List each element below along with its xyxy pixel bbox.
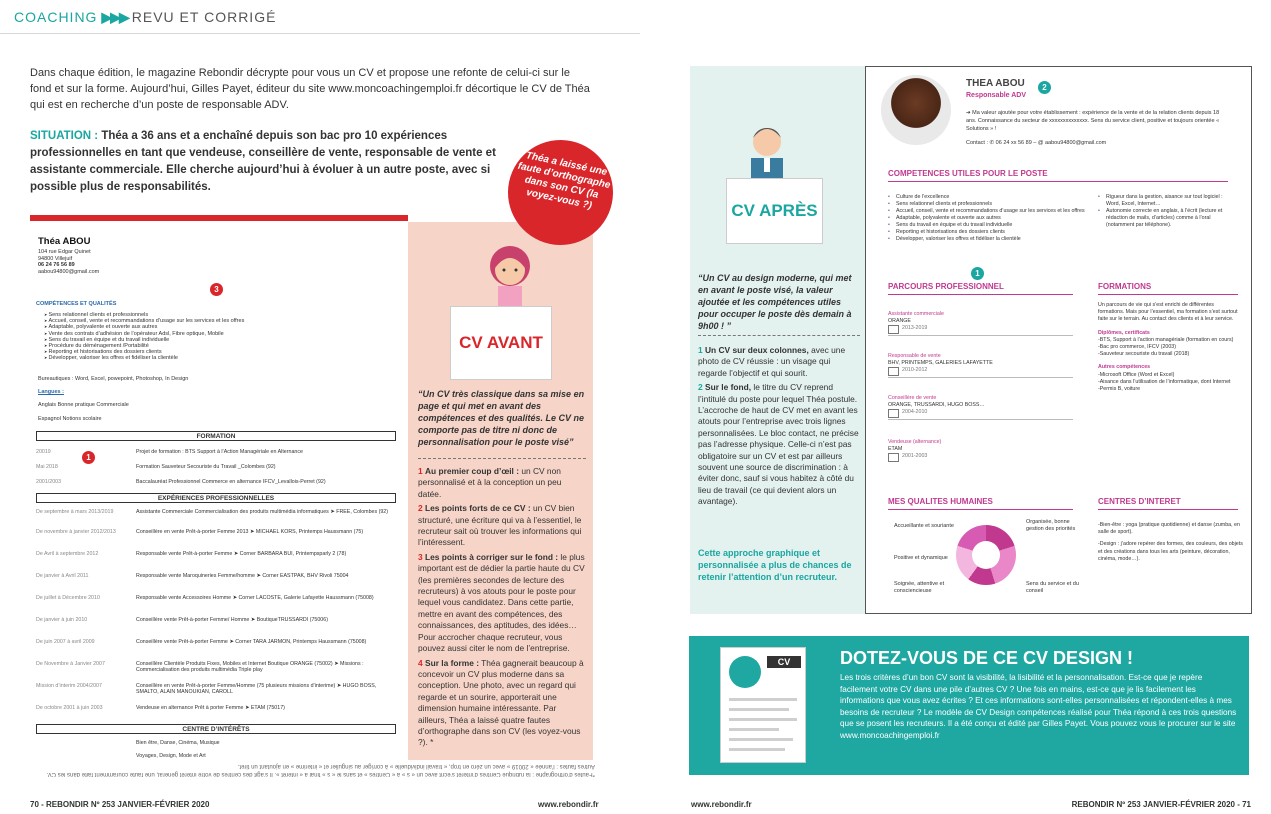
exp-years: 2001-2003 <box>888 453 1073 460</box>
row-date: Mai 2018 <box>36 464 58 470</box>
divider <box>698 335 860 336</box>
cv-old-formation-title: FORMATION <box>36 431 396 441</box>
text-line <box>729 708 789 711</box>
cv-old-competences-title: COMPÉTENCES ET QUALITÉS <box>36 301 117 307</box>
list-item: -Sauveteur secouriste du travail (2018) <box>1098 351 1190 358</box>
divider <box>888 377 1073 378</box>
avatar-icon <box>729 656 761 688</box>
point-text: le plus important est de dédier la partie haute du CV (les premières secondes de lecture des recruteurs) à vos atouts pour le poste pour lequel vous candidatez. Dans cette partie, mettre en avant des compétences, des connaissances, des aptitudes, des idées… Pour accrocher chaque recruteur, vous pouvez aussi citer le nom de l’entreprise. <box>418 551 585 654</box>
quality-item: Accueillante et souriante <box>894 523 954 529</box>
list-item: • Sens relationnel clients et professionnels <box>888 201 1088 208</box>
row-text: Responsable vente Prêt-à-porter Femme ➤ Corner BARBARA BUI, Printempsparly 2 (78) <box>136 551 347 557</box>
divider <box>1098 509 1238 510</box>
point-number: 1 <box>418 466 423 476</box>
point-heading: Sur le fond, <box>705 382 752 393</box>
list-item: ➤ Sens relationnel clients et professionnels <box>44 312 244 318</box>
row-text: Conseillère Clientèle Produits Fixes, Mobiles et Internet Boutique ORANGE (75002) ➤ Missions : Commercialisation des produits multimédia Triple play <box>136 661 364 673</box>
cv-old-competences-list <box>44 312 244 362</box>
situation-label: SITUATION : <box>30 130 99 142</box>
arrows-icon: ▶▶▶ <box>101 9 128 25</box>
quality-item: Sens du service et du conseil <box>1026 581 1079 594</box>
list-item: • Rigueur dans la gestion, aisance sur tout logiciel : Word, Excel, Internet… <box>1098 194 1238 208</box>
row-date: De octobre 2001 à juin 2003 <box>36 705 103 711</box>
row-date: De janvier à Avril 2011 <box>36 573 89 579</box>
avant-points <box>418 466 586 752</box>
autres-title: Autres compétences <box>1098 364 1151 371</box>
point-heading: Les points forts de ce CV : <box>425 503 531 514</box>
exp-years: 2013-2019 <box>888 325 1073 332</box>
phone: 06 24 76 56 89 <box>38 262 75 268</box>
point-number: 3 <box>418 551 423 562</box>
cv-old-address <box>38 249 188 275</box>
point-text: avec une photo de CV réussie : un visage qui regarde l’objectif et qui sourit. <box>698 345 846 378</box>
cv-new-comp-left <box>888 194 1088 243</box>
qualities-donut <box>956 525 1016 585</box>
list-item: • Développer, valoriser les offres et fidéliser la clientèle <box>888 236 1088 243</box>
point-text: le titre du CV reprend l’intitulé du poste pour lequel Théa postule. L’accroche de haut de CV met en avant les atouts pour l’entreprise avec trois lignes personnalisées. Le bloc contact, ne précise pas l’adresse physique. Celle-ci n’est pas obligatoire sur un CV et est par ailleurs souvent une source de discrimination : à éviter donc, sauf si vous habitez à côté du lieu de travail (ce qui devient alors un avantage). <box>698 382 859 507</box>
text-line <box>729 728 779 731</box>
avant-point <box>418 658 586 749</box>
cv-before-document <box>30 215 408 760</box>
point-number: 1 <box>698 345 703 355</box>
situation-paragraph <box>30 128 510 196</box>
divider <box>888 509 1073 510</box>
cv-old-interets-title: CENTRE D’INTÉRÊTS <box>36 724 396 734</box>
apres-point <box>698 382 860 507</box>
formations-intro: Un parcours de vie qui s’est enrichi de différentes formations. Mais pour l’essentiel, ma formation s’est surtout faite sur le terrain. Au contact des clients et à leur service. <box>1098 302 1238 323</box>
text-line <box>729 698 797 701</box>
row-date: De septembre à mars 2013/2019 <box>36 509 114 515</box>
cv-old-langues-title: Langues : <box>38 389 64 395</box>
list-item: • Sens du travail en équipe et du travail individuelle <box>888 222 1088 229</box>
list-item: ➤ Reporting et historisations des dossiers clients <box>44 349 244 355</box>
text-line <box>729 718 797 721</box>
point-heading: Sur la forme : <box>425 657 479 668</box>
exp-title: Conseillère de vente <box>888 395 937 401</box>
header-coaching: COACHING <box>14 9 98 25</box>
row-date: De juin 2007 à avril 2009 <box>36 639 95 645</box>
row-text: Baccalauréat Professionnel Commerce en alternance IFCV_Levallois-Perret (92) <box>136 479 326 485</box>
row-text: Projet de formation : BTS Support à l’Action Managériale en Alternance <box>136 449 303 455</box>
page-number: REBONDIR Nº 253 JANVIER-FÉVRIER 2020 - 71 <box>1071 800 1251 809</box>
apres-point <box>698 345 860 379</box>
row-date: De novembre à janvier 2012/2013 <box>36 529 116 535</box>
text-line <box>729 738 793 741</box>
point-heading: Un CV sur deux colonnes, <box>705 345 809 355</box>
cv-new-comp-right <box>1098 194 1238 229</box>
row-text: Conseillère vente Prêt-à-porter Femme ➤ Corner TARA JARMON, Printemps Haussmann (75008) <box>136 639 367 645</box>
list-item: -Design : j’adore repérer des formes, des couleurs, des objets et des créations dans tous les arts (peinture, décoration, cinéma, mode…). <box>1098 541 1243 562</box>
row-date: De juillet à Décembre 2010 <box>36 595 100 601</box>
banner-title: DOTEZ-VOUS DE CE CV DESIGN ! <box>840 648 1134 668</box>
apres-conclusion: Cette approche graphique et personnalisée a plus de chances de retenir l’attention d’un recruteur. <box>698 548 852 582</box>
footer-left <box>30 800 599 809</box>
list-item: ➤ Adaptable, polyvalente et ouverte aux autres <box>44 324 244 330</box>
cv-label: CV <box>767 656 801 668</box>
list-item: -BTS, Support à l’action managériale (formation en cours) <box>1098 336 1234 343</box>
cv-new-formations-title: FORMATIONS <box>1098 282 1152 291</box>
address-line: 94800 Villejuif <box>38 255 73 262</box>
point-text: un CV bien structuré, une écriture qui va à l’essentiel, le recruteur sait où trouver les informations qui l’intéressent. <box>418 503 582 548</box>
quality-item: Positive et dynamique <box>894 555 948 561</box>
footer-right <box>691 800 1251 809</box>
point-heading: Les points à corriger sur le fond : <box>425 551 559 562</box>
situation-text: Théa a 36 ans et a enchaîné depuis son bac pro 10 expériences professionnelles en tant que vendeuse, conseillère de vente, responsable de vente et assistante commerciale. Elle cherche aujourd’hui à évoluer à un autre poste, avec si possible plus de responsabilités. <box>30 130 496 193</box>
divider <box>1098 294 1238 295</box>
address-line: 104 rue Edgar Quinet <box>38 249 91 255</box>
header-subtitle: REVU ET CORRIGÉ <box>131 9 277 25</box>
spelling-badge: Théa a laissé une faute d’orthographe dans son CV (la voyez-vous ?) <box>498 130 623 255</box>
exp-title: Responsable de vente <box>888 353 941 359</box>
cv-document-icon <box>720 647 806 763</box>
exp-company: ORANGE, TRUSSARDI, HUGO BOSS… <box>888 402 985 408</box>
row-date: 2001/2003 <box>36 479 62 485</box>
banner-text: Les trois critères d’un bon CV sont la visibilité, la lisibilité et la personnalisation. Est-ce que je repère facilement votre CV dans une pile d’autres CV ? Une fois en mains, est-ce que je lis facilement les informations que vous avez écrites ? Et ces informations sont-elles personnalisées et répondent-elles à mes besoins de recruteur ? Le modèle de CV Design compétences réalisé pour Théa répond à ces trois questions que se posent les recruteurs. Il a été conçu et édité par Gilles Payet. Vous pouvez vous le procurer sur le site www.moncoachingemploi.fr <box>840 673 1237 740</box>
list-item: • Reporting et historisations des dossiers clients <box>888 229 1088 236</box>
list-item: ➤ Développer, valoriser les offres et fidéliser la clientèle <box>44 355 244 361</box>
list-item: -Aisance dans l’utilisation de l’informatique, dont Internet <box>1098 378 1231 385</box>
exp-years: 2004-2010 <box>888 409 1073 416</box>
row-date: De janvier à juin 2010 <box>36 617 88 623</box>
list-item: ➤ Procédure du déménagement /Portabilité <box>44 343 244 349</box>
cv-avant-sign: CV AVANT <box>450 306 552 380</box>
row-date: De Novembre à Janvier 2007 <box>36 661 105 667</box>
cv-after-document <box>865 66 1252 614</box>
list-item: ➤ Sens du travail en équipe et du travail individuelle <box>44 337 244 343</box>
footer-url[interactable]: www.rebondir.fr <box>691 800 752 809</box>
row-text: Vendeuse en alternance Prêt à porter Femme ➤ ETAM (75017) <box>136 705 285 711</box>
cv-old-experiences-title: EXPÉRIENCES PROFESSIONNELLES <box>36 493 396 503</box>
divider <box>888 181 1228 182</box>
cv-old-langue: Anglais Bonne pratique Commerciale <box>38 402 129 408</box>
row-date: Mission d’interim 2004/2007 <box>36 683 102 689</box>
cv-old-langue: Espagnol Notions scolaire <box>38 416 102 422</box>
profile-photo <box>881 75 951 145</box>
divider <box>888 294 1073 295</box>
cv-new-role: Responsable ADV <box>966 92 1027 99</box>
diplomes-title: Diplômes, certificats <box>1098 329 1150 336</box>
point-number: 2 <box>698 382 703 393</box>
point-text: un CV non personnalisé et à la conception un peu datée. <box>418 466 562 499</box>
point-text: Théa gagnerait beaucoup à concevoir un CV plus moderne dans sa conception. Une photo, avec un regard qui regarde et un sourire, apporterait une dimension humaine intéressante. Par ailleurs, Théa a laissé quatre fautes d’orthographe dans son CV (les voyez-vous ?). * <box>418 657 584 748</box>
list-item: -Permis B, voiture <box>1098 386 1141 393</box>
experience-item <box>888 353 1073 378</box>
divider <box>888 419 1073 420</box>
text-line <box>729 748 785 751</box>
exp-title: Assistante commerciale <box>888 311 944 317</box>
email: aabou94800@gmail.com <box>38 268 100 275</box>
list-item: -Bac pro commerce, IFCV (2003) <box>1098 344 1177 351</box>
quality-item: Organisée, bonne gestion des priorités <box>1026 519 1076 532</box>
page-number: 70 - REBONDIR Nº 253 JANVIER-FÉVRIER 2020 <box>30 800 210 809</box>
point-heading: Au premier coup d’œil : <box>425 466 519 476</box>
row-text: Responsable vente Maroquineries Femme/homme ➤ Corner EASTPAK, BHV Rivoli 75004 <box>136 573 349 579</box>
row-text: Responsable vente Accessoires Homme ➤ Corner LACOSTE, Galerie Lafayette Haussmann (75008) <box>136 595 374 601</box>
cv-new-interets-title: CENTRES D’INTERET <box>1098 497 1181 506</box>
avant-point <box>418 503 586 549</box>
cv-old-bureautique: Bureautiques : Word, Excel, powepoint, Photoshop, In Design <box>38 376 189 382</box>
list-item: • Autonomie correcte en anglais, à l’écrit (lecture et rédaction de mails, d’articles) comme à l’oral (notamment par téléphone). <box>1098 208 1238 229</box>
point-number: 4 <box>418 657 423 668</box>
exp-company: ORANGE <box>888 318 911 324</box>
row-text: Bien être, Danse, Cinéma, Musique <box>136 740 220 746</box>
cv-new-valeur: ➔ Ma valeur ajoutée pour votre établissement : expérience de la vente et de la relation clients depuis 18 ans. Connaissance du secteur de xxxxxxxxxxxxxx. Sens du service client, positive et toujours orientée « Solutions » ! <box>966 110 1220 132</box>
list-item: -Bien-être : yoga (pratique quotidienne) et danse (zumba, en salle de sport). <box>1098 522 1240 536</box>
cv-new-contact: Contact : ✆ 06 24 xx 56 89 – @ aabou94800@gmail.com <box>966 140 1107 146</box>
exp-company: BHV, PRINTEMPS, GALERIES LAFAYETTE <box>888 360 993 366</box>
row-text: Conseillère en vente Prêt-à-porter Femme/Homme (75 plusieurs missions d’interime) ➤ HUGO BOSS, SMALTO, ALAIN MANOUKIAN, CAROLL <box>136 683 377 695</box>
avant-point <box>418 466 586 500</box>
experience-item <box>888 395 1073 420</box>
avant-point <box>418 552 586 655</box>
cv-new-parcours-title: PARCOURS PROFESSIONNEL <box>888 282 1004 291</box>
exp-years: 2010-2012 <box>888 367 1073 374</box>
list-item: ➤ Vente des contrats d’adhésion de l’opérateur Adsl, Fibre optique, Mobile <box>44 331 244 337</box>
cv-new-comp-title: COMPETENCES UTILES POUR LE POSTE <box>888 169 1048 178</box>
row-text: Voyages, Design, Mode et Art <box>136 753 206 759</box>
header-divider <box>0 33 640 34</box>
avant-quote: “Un CV très classique dans sa mise en page et qui met en avant des compétences et des qualités. Le CV ne comporte pas de titre ni donc de personnalisation pour le poste visé” <box>418 389 585 447</box>
row-date: De Avril à septembre 2012 <box>36 551 99 557</box>
row-text: Conseillère en vente Prêt-à-porter Femme 2013 ➤ MICHAEL KORS, Printemps Haussmann (75) <box>136 529 364 535</box>
cv-old-name: Théa ABOU <box>38 236 91 247</box>
section-header <box>14 9 276 26</box>
exp-company: ETAM <box>888 446 903 452</box>
cv-new-name: THEA ABOU <box>966 78 1025 89</box>
list-item: • Accueil, conseil, vente et recommandations d’usage sur les services et les offres <box>888 208 1088 215</box>
exp-title: Vendeuse (alternance) <box>888 439 942 445</box>
row-date: 20019 <box>36 449 51 455</box>
row-text: Assistante Commerciale Commercialisation des produits multimédia informatiques ➤ FREE, Colombes (92) <box>136 509 389 515</box>
point-number: 2 <box>418 503 423 514</box>
footer-url[interactable]: www.rebondir.fr <box>538 800 599 809</box>
list-item: • Adaptable, polyvalente et ouverte aux autres <box>888 215 1088 222</box>
intro-paragraph: Dans chaque édition, le magazine Rebondir décrypte pour vous un CV et propose une refonte de celui-ci sur le fond et sur la forme. Aujourd’hui, Gilles Payet, éditeur du site www.moncoachingemploi.fr décortique le CV de Théa qui est en recherche d’un poste de responsable ADV. <box>30 67 590 111</box>
cv-new-qualites-title: MES QUALITES HUMAINES <box>888 497 993 506</box>
row-text: Conseillère vente Prêt-à-porter Femme/ Homme ➤ BoutiqueTRUSSARDI (75006) <box>136 617 328 623</box>
marker-1: 1 <box>971 267 984 280</box>
divider <box>888 335 1073 336</box>
list-item: ➤ Accueil, conseil, vente et recommandations d’usage sur les services et les offres <box>44 318 244 324</box>
experience-item <box>888 311 1073 336</box>
row-text: Formation Sauveteur Secouriste du Travail _Colombes (92) <box>136 464 276 470</box>
cv-apres-sign: CV APRÈS <box>726 178 823 244</box>
footnote-upside-down: *Fautes d’orthographe : la rubrique Centres d’intérêt s’écrit avec un « s » à « Centres » et sans le « s » final à « intérêt ». Il s’agit des centres de votre intérêt général, une faute couramment faite dans les CV. Autres fautes : l’année « 20019 » avec un zéro en trop, « travail individuelle » à corriger au singulier et « interime » en ajoutant un tiret. <box>46 763 595 777</box>
marker-3: 3 <box>210 283 223 296</box>
divider <box>418 458 586 459</box>
experience-item <box>888 439 1073 460</box>
apres-points <box>698 345 860 511</box>
list-item: • Culture de l’excellence <box>888 194 1088 201</box>
cv-new-interets <box>1098 522 1243 563</box>
marker-1: 1 <box>82 451 95 464</box>
list-item: -Microsoft Office (Word et Excel) <box>1098 371 1175 378</box>
quality-item: Soignée, attentive et consciencieuse <box>894 581 945 594</box>
apres-quote: “Un CV au design moderne, qui met en avant le poste visé, la valeur ajoutée et les compétences utiles pour occuper le poste dès demain à 9h00 ! ” <box>698 273 852 331</box>
cv-new-formations <box>1098 302 1238 393</box>
marker-2: 2 <box>1038 81 1051 94</box>
